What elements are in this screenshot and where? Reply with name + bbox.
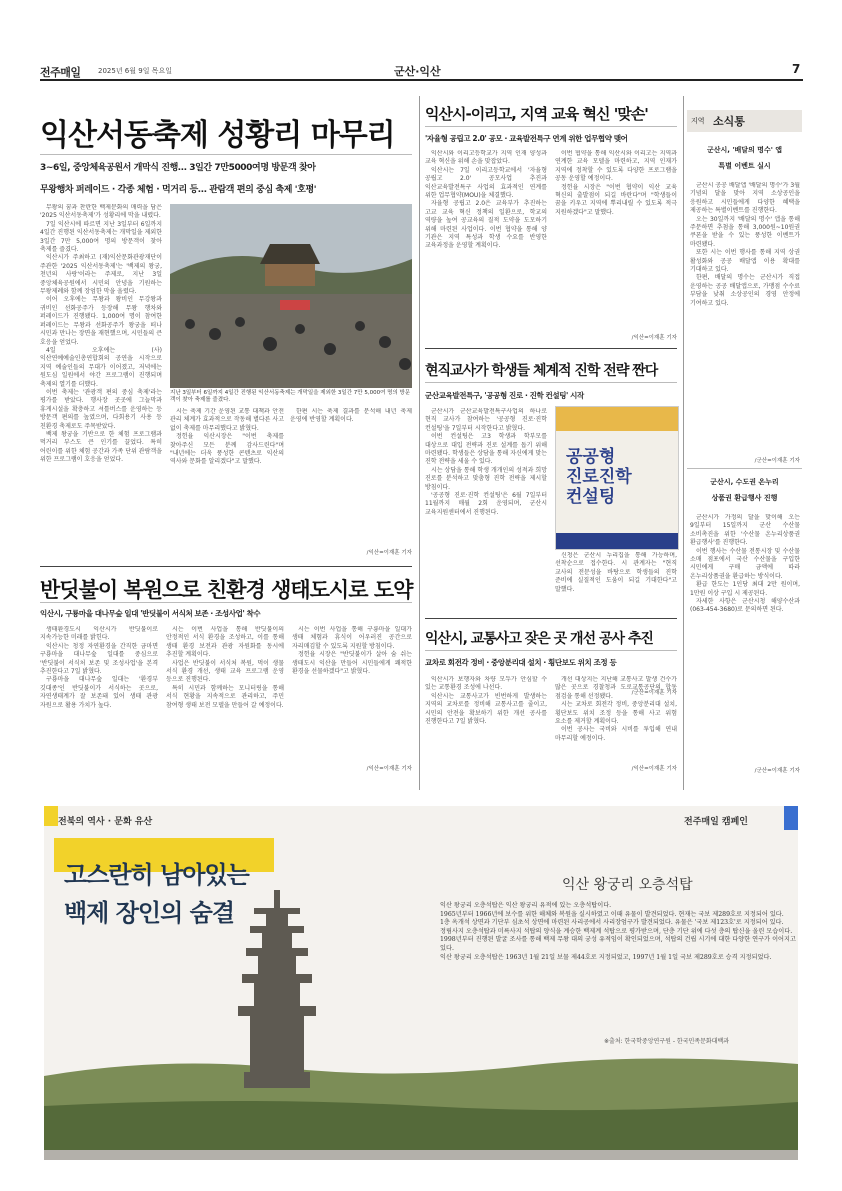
sidebar-item1-byline: /군산=이재훈 기자 [754,458,800,464]
article5-body-col2: 개선 대상지는 지난해 교통사고 발생 건수가 많은 곳으로 경찰청과 도로교통공단의 합동 점검을 통해 선정됐다. 시는 교차로 회전각 정비, 중앙분리대 설치, 횡단보도 위치 조정 등을 통해 사고 위험 요소를 제거할 계획이다. 이번 공사는 국비와 시비를 투입해 연내 마무리할 예정이다. [555,676,677,742]
sidebar-item2-byline: /군산=이재훈 기자 [754,768,800,774]
column-divider [419,96,420,790]
article2-headline: 익산시-이리고, 지역 교육 혁신 '맞손' [425,105,648,123]
article5-rule [425,650,677,651]
banner-body: 익산 왕궁리 오층석탑은 익산 왕궁리 유적에 있는 오층석탑이다. 1965년부터 1966년에 보수를 위한 해체와 복원을 실시하였고 이때 유물이 발견되었다. 현재는 국보 제289호로 지정되어 있다. 1층 옥개석 상면과 기단부 심초석 상면에 마련된 사리공에서 사리장엄구가 발견되었다. 유물은 '국보 제123호'로 지정되어 있다. 정림사지 오층석탑과 미륵사지 석탑의 양식을 계승한 백제계 석탑으로 평가받으며, 단층 기단 위에 다섯 층의 탑신을 올린 모습이다. 1998년부터 진행된 발굴 조사를 통해 백제 무왕 대의 궁성 유적임이 확인되었으며, 석탑의 건립 시기에 대한 다양한 연구가 이어지고 있다. 익산 왕궁리 오층석탑은 1963년 1월 21일 보물 제44호로 지정되었고, 1997년 1월 1일 국보 제289호로 승격 지정되었다. [440,902,796,961]
page-number: 7 [792,62,801,76]
consulting-poster [555,406,679,550]
article3-rule [425,382,677,383]
section-rule [425,348,677,349]
article4-rule [40,602,412,603]
article4-body-col2: 시는 이번 사업을 통해 반딧불이의 안정적인 서식 환경을 조성하고, 이를 통해 생태 환경 보전과 관광 자원화를 동시에 추진할 계획이다. 사업은 반딧불이 서식처 복원, 먹이 생물 서식 환경 개선, 생태 교육 프로그램 운영 등으로 진행된다. 특히 시민과 함께하는 모니터링을 통해 서식 현황을 지속적으로 관리하고, 주민 참여형 생태 보전 모델을 만들어 갈 예정이다. [166,626,284,709]
sidebar-divider [683,96,684,790]
article1-subhead2: 무왕행차 퍼레이드 · 각종 체험 · 먹거리 등… 관람객 편의 중심 축제 '호평' [40,185,317,195]
section-name: 군산·익산 [394,65,441,78]
article4-headline: 반딧불이 복원으로 친환경 생태도시로 도약 [40,578,413,602]
banner-campaign: 전주매일 캠페인 [684,817,748,827]
sidebar-header-title: 소식통 [713,115,745,128]
article3-body-col1: 군산시가 군산교육발전특구사업의 하나로 현직 교사가 참여하는 '공공형 진로·진학 컨설팅'을 7일부터 시작한다고 밝혔다. 이번 컨설팅은 고3 학생과 학부모를 대상으로 대입 전략과 진로 설계를 돕기 위해 마련됐다. 학생들은 상담을 통해 자신에게 맞는 진학 전략을 세울 수 있다. 시는 상담을 통해 학생 개개인의 성적과 희망 진로를 분석하고 맞춤형 진학 전략을 제시할 방침이다. '공공형 진로·진학 컨설팅'은 6월 7일부터 11월까지 매월 2회 운영되며, 군산시 교육지원센터에서 진행된다. [425,408,547,516]
article1-headline: 익산서동축제 성황리 마무리 [40,118,395,153]
masthead-rule [40,79,803,81]
article1-body-col2: 시는 축제 기간 운영된 교통 대책과 안전 관리 체계가 효과적으로 작동해 별다른 사고 없이 축제를 마무리했다고 밝혔다. 정헌율 익산시장은 "이번 축제를 찾아주신 모든 분께 감사드린다"며 "내년에는 더욱 풍성한 콘텐츠로 익산의 역사와 문화를 알리겠다"고 말했다. [170,408,284,466]
banner-source: ※출처: 한국학중앙연구원 - 한국민족문화대백과 [604,1038,730,1045]
article2-subhead: '자율형 공립고 2.0' 공모 · 교육발전특구 연계 위한 업무협약 맺어 [425,134,628,143]
article1-body: 무왕의 꿈과 찬란한 백제문화의 매력을 담은 '2025 익산서동축제'가 성황리에 막을 내렸다. 7일 익산시에 따르면 지난 3일부터 6일까지 4일간 진행된 익산서동축제는 개막일을 제외한 3일간 7만 5,000여 명의 방문객이 찾아 축제를 즐겼다. 익산시가 주최하고 (재)익산문화관광재단이 주관한 '2025 익산서동축제'는 '백제의 왕궁, 천년의 사랑'이라는 주제로, 지난 3일 중앙체육공원에서 시민의 안녕을 기원하는 무왕제례와 함께 장엄한 막을 올렸다. 이어 오후에는 무왕과 왕비인 무강왕과 귀비인 선화공주가 등장해 무왕 행차와 퍼레이드가 진행됐다. 1,000여 명이 참여한 퍼레이드는 무왕과 선화공주가 왕궁을 떠나 시민과 만나는 장면을 재현했으며, 시민들의 큰 호응을 얻었다. 4일 오후에는 (사)익산연예예술인총연합회의 공연을 시작으로 지역 예술인들의 무대가 이어졌고, 저녁에는 원도심 일원에서 야간 프로그램이 진행되며 축제의 열기를 더했다. 이번 축제는 '관광객 편의 중심 축제'라는 평가를 받았다. 행사장 곳곳에 그늘막과 휴게시설을 확충하고 셔틀버스를 운영하는 등 방문객 편의를 높였으며, 다회용기 사용 등 친환경 축제로도 주목받았다. 백제 왕궁을 기반으로 한 체험 프로그램과 먹거리 부스도 큰 인기를 끌었다. 특히 어린이를 위한 체험 공간과 가족 단위 관람객을 위한 프로그램이 호응을 얻었다. [40,204,162,464]
issue-date: 2025년 6월 9일 목요일 [98,67,172,75]
article1-body-col3: 한편 시는 축제 결과를 분석해 내년 축제 운영에 반영할 계획이다. [290,408,412,424]
banner-series: 전북의 역사 · 문화 유산 [58,817,153,827]
article1-byline: /익산=이재훈 기자 [366,550,412,556]
article1-caption: 지난 3일부터 6일까지 4일간 진행된 익산서동축제는 개막일을 제외한 3일간 7만 5,000여 명의 방문객이 찾아 축제를 즐겼다. [170,390,411,404]
article5-subhead: 교차로 회전각 정비 · 중앙분리대 설치 · 횡단보도 위치 조정 등 [425,658,617,667]
article4-byline: /익산=이재훈 기자 [366,766,412,772]
sidebar-item1-title: 군산시, '배달의 명수' 앱 특별 이벤트 실시 [706,146,783,170]
article4-subhead: 익산시, 구룡마을 대나무숲 일대 '반딧불이 서식처 보존 · 조성사업' 착수 [40,609,261,618]
heritage-campaign-banner [44,806,798,1160]
poster-footer [556,533,678,549]
sidebar-header [687,110,802,132]
article5-byline: /익산=이재훈 기자 [631,766,677,772]
banner-title: 익산 왕궁리 오층석탑 [562,877,693,893]
article5-headline: 익산시, 교통사고 잦은 곳 개선 공사 추진 [425,631,653,647]
article2-byline: /익산=이재훈 기자 [631,335,677,341]
festival-crowd-image [170,204,412,388]
article3-headline: 현직교사가 학생들 체계적 진학 전략 짠다 [425,363,658,379]
article1-subhead1: 3~6일, 중앙체육공원서 개막식 진행… 3일간 7만5000여명 방문객 찾아 [40,163,316,173]
article2-body-col2: 이번 협약을 통해 익산시와 이리고는 지역과 연계한 교육 모델을 마련하고, 지역 인재가 지역에 정착할 수 있도록 다양한 프로그램을 공동 운영할 예정이다. 정헌율 시장은 "이번 협약이 익산 교육 혁신의 출발점이 되길 바란다"며 "학생들이 꿈을 키우고 지역에 뿌리내릴 수 있도록 적극 지원하겠다"고 말했다. [555,150,677,216]
article3-byline: /군산=이재훈 기자 [631,690,677,696]
sidebar-item2-title: 군산시, 수도권 온누리 상품권 환급행사 진행 [710,478,779,502]
section-rule-3 [425,618,677,619]
sidebar-item1-body: 군산시 공공 배달앱 '배달의 명수'가 3월 기념의 달을 맞아 지역 소상공인을 응원하고 시민들에게 다양한 혜택을 제공하는 특별이벤트를 진행한다. 오는 30일까지 '배달의 명수' 앱을 통해 주문하면 추첨을 통해 3,000원~10원권 쿠폰을 받을 수 있는 풍성한 이벤트가 마련됐다. 또한 시는 이번 행사를 통해 지역 상권 활성화와 공공 배달앱 이용 확대를 기대하고 있다. 한편, 배달의 명수는 군산시가 직접 운영하는 공공 배달앱으로, 가맹점 수수료 부담을 낮춰 소상공인의 경영 안정에 기여하고 있다. [690,182,800,307]
article2-body-col1: 익산시와 이리고등학교가 지역 인재 양성과 교육 혁신을 위해 손을 맞잡았다. 익산시는 7일 이리고등학교에서 '자율형 공립고 2.0' 공모사업 추진과 익산교육발전특구 사업의 효과적인 연계를 위한 업무협약(MOU)을 체결했다. 자율형 공립고 2.0은 교육부가 추진하는 고교 교육 혁신 정책의 일환으로, 학교의 역량을 높여 공교육의 질적 도약을 도모하기 위해 마련된 사업이다. 이번 협약을 통해 양 기관은 지역 특성과 학생 수요를 반영한 교육과정을 운영할 계획이다. [425,150,547,250]
article1-rule [40,154,412,155]
article1-photo [170,204,412,388]
section-rule-2 [40,566,412,567]
article5-body-col1: 익산시가 보행자와 차량 모두가 안심할 수 있는 교통환경 조성에 나선다. 익산시는 교통사고가 빈번하게 발생하는 지역의 교차로를 정비해 교통사고를 줄이고, 시민의 안전을 확보하기 위한 개선 공사를 진행한다고 7일 밝혔다. [425,676,547,726]
article4-body-col3: 시는 이번 사업을 통해 구룡마을 일대가 생태 체험과 휴식이 어우러진 공간으로 자리매김할 수 있도록 지원할 방침이다. 정헌율 시장은 "반딧불이가 살아 숨 쉬는 생태도시 익산을 만들어 시민들에게 쾌적한 환경을 선물하겠다"고 밝혔다. [292,626,412,676]
sidebar-item2-body: 군산시가 가정의 달을 맞이해 오는 9일부터 15일까지 군산 수산물 소비촉진을 위한 '수산물 온누리상품권 환급행사'를 진행한다. 이번 행사는 수산물 전통시장 및 수산물 소매 점포에서 국산 수산물을 구입한 시민에게 구매 금액에 따라 온누리상품권을 환급하는 방식이다. 환급 한도는 1인당 최대 2만 원이며, 1만원 이상 구입 시 제공된다. 자세한 사항은 군산시청 해양수산과(063-454-3680)로 문의하면 된다. [690,514,800,614]
sidebar-header-prefix: 지역 [691,117,705,125]
article3-body-col2: 신청은 군산시 누리집을 통해 가능하며, 선착순으로 접수한다. 시 관계자는 "현직 교사의 전문성을 바탕으로 학생들의 진학 준비에 실질적인 도움이 되길 기대한다"고 말했다. [555,552,677,593]
article4-body-col1: 생태환경도시 익산시가 반딧불이로 지속가능한 미래를 밝힌다. 익산시는 청정 자연환경을 간직한 금마면 구룡마을 대나무숲 일대를 중심으로 '반딧불이 서식처 보존 및 조성사업'을 본격 추진한다고 7일 밝혔다. 구룡마을 대나무숲 일대는 '환경부 깃대종'인 반딧불이가 서식하는 곳으로, 자연생태계가 잘 보존돼 있어 생태 관광 자원으로 활용 가치가 높다. [40,626,158,709]
newspaper-logo: 전주매일 [40,66,81,79]
banner-headline: 고스란히 남아있는 백제 장인의 숨결 [64,861,249,927]
sidebar-rule [687,468,802,469]
poster-title: 공공형 진로진학 컨설팅 [566,447,632,507]
poster-banner [556,407,678,431]
article3-subhead: 군산교육발전특구, '공공형 진로 · 진학 컨설팅' 시작 [425,391,584,400]
article2-rule [425,126,677,127]
